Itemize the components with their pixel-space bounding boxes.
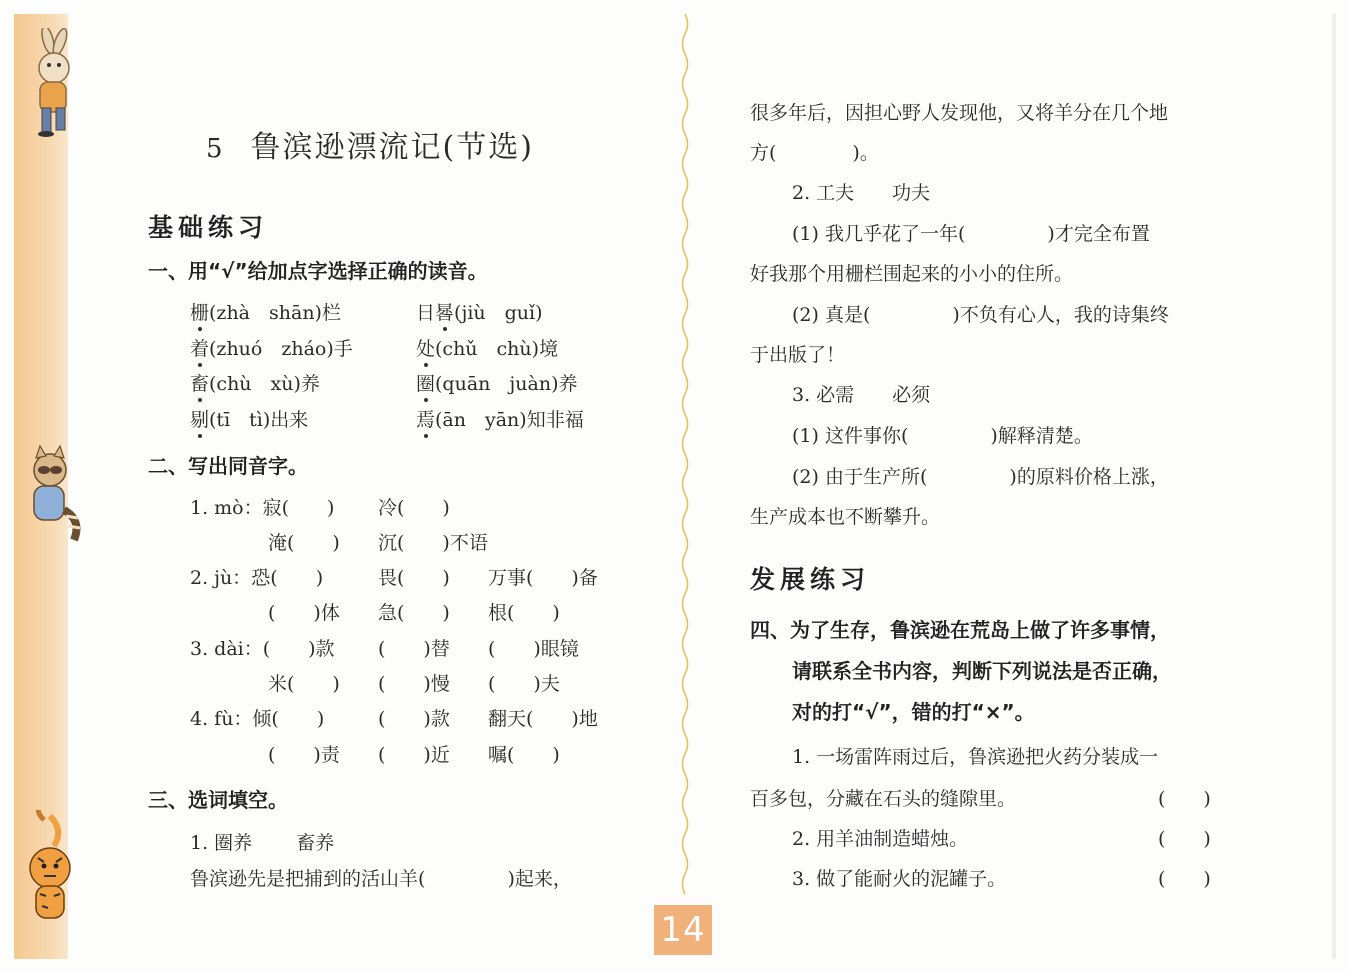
pinyin-item[interactable] xyxy=(190,369,320,396)
pinyin-item[interactable] xyxy=(190,405,308,432)
homophone-cell[interactable]: 急( ) xyxy=(378,602,450,624)
exercise-line[interactable]: (1) 我几乎花了一年( )才完全布置 xyxy=(792,223,1150,245)
word-choice-pair: 1. 圈养 畜养 xyxy=(190,832,335,854)
pinyin-options: (tī tì)出来 xyxy=(209,409,309,431)
dotted-character: 晷 xyxy=(435,298,454,325)
homophone-cell[interactable]: ( )责 xyxy=(268,744,340,766)
homophone-cell[interactable]: 冷( ) xyxy=(378,497,450,519)
homophone-cell[interactable]: ( )夫 xyxy=(488,673,560,695)
question-4-line-2: 请联系全书内容，判断下列说法是否正确， xyxy=(792,659,1172,683)
homophone-cell[interactable]: ( )款 xyxy=(378,708,450,730)
homophone-cell[interactable]: 2. jù：恐( ) xyxy=(190,567,324,589)
pinyin-options: (chù xù)养 xyxy=(209,373,320,395)
exercise-line[interactable]: 方( )。 xyxy=(750,142,879,164)
fill-sentence: 鲁滨逊先是把捕到的活山羊( )起来， xyxy=(190,868,572,890)
page-edge xyxy=(1332,14,1336,959)
homophone-cell[interactable]: 淹( ) xyxy=(268,532,340,554)
homophone-cell[interactable]: 米( ) xyxy=(268,673,340,695)
question-3: 三、选词填空。 xyxy=(148,788,288,812)
raccoon-icon xyxy=(14,440,86,554)
judge-item-2: 2. 用羊油制造蜡烛。 xyxy=(792,828,969,850)
judge-paren-1[interactable]: ( ) xyxy=(1158,788,1211,810)
pinyin-options: (ān yān)知非福 xyxy=(435,409,584,431)
pinyin-options: (quān juàn)养 xyxy=(435,373,578,395)
exercise-line: 好我那个用栅栏围起来的小小的住所。 xyxy=(750,263,1074,285)
homophone-cell[interactable]: ( )眼镜 xyxy=(488,638,579,660)
dotted-character: 处 xyxy=(416,334,435,361)
dotted-character: 剔 xyxy=(190,405,209,432)
tiger-icon xyxy=(14,810,86,934)
page-number: 14 xyxy=(654,905,712,955)
judge-item-3: 3. 做了能耐火的泥罐子。 xyxy=(792,868,1007,890)
pinyin-item[interactable] xyxy=(416,405,584,432)
dotted-character: 着 xyxy=(190,334,209,361)
homophone-cell[interactable]: 沉( )不语 xyxy=(378,532,488,554)
dotted-character: 畜 xyxy=(190,369,209,396)
homophone-cell[interactable]: 4. fù：倾( ) xyxy=(190,708,325,730)
exercise-line: 3. 必需 必须 xyxy=(792,384,931,406)
exercise-line[interactable]: (1) 这件事你( )解释清楚。 xyxy=(792,425,1093,447)
judge-paren-2[interactable]: ( ) xyxy=(1158,828,1211,850)
question-1: 一、用“√”给加点字选择正确的读音。 xyxy=(148,259,488,283)
lesson-title xyxy=(206,122,534,166)
lesson-title-text: 鲁滨逊漂流记(节选) xyxy=(250,130,534,165)
exercise-line[interactable]: (2) 由于生产所( )的原料价格上涨， xyxy=(792,466,1169,488)
section-heading-basic: 基础练习 xyxy=(148,213,269,242)
pinyin-item[interactable] xyxy=(190,334,353,361)
pinyin-item[interactable] xyxy=(416,369,578,396)
exercise-line[interactable]: (2) 真是( )不负有心人，我的诗集终 xyxy=(792,304,1169,326)
pinyin-item[interactable] xyxy=(190,298,341,325)
homophone-cell[interactable]: 3. dài：( )款 xyxy=(190,638,335,660)
question-4-line-3: 对的打“√”，错的打“×”。 xyxy=(792,700,1035,724)
dotted-character: 栅 xyxy=(190,298,209,325)
pinyin-item-prefix: 日 xyxy=(416,302,436,324)
homophone-cell[interactable]: 翻天( )地 xyxy=(488,708,598,730)
judge-item-1a: 1. 一场雷阵雨过后，鲁滨逊把火药分装成一 xyxy=(792,746,1159,768)
dotted-character: 焉 xyxy=(416,405,435,432)
homophone-cell[interactable]: 1. mò：寂( ) xyxy=(190,497,335,519)
homophone-cell[interactable]: ( )慢 xyxy=(378,673,450,695)
section-heading-development: 发展练习 xyxy=(750,565,871,594)
page-gutter-divider xyxy=(678,14,692,894)
dotted-character: 圈 xyxy=(416,369,435,396)
homophone-cell[interactable]: ( )近 xyxy=(378,744,450,766)
homophone-cell[interactable]: 万事( )备 xyxy=(488,567,598,589)
question-2: 二、写出同音字。 xyxy=(148,454,308,478)
homophone-cell[interactable]: 根( ) xyxy=(488,602,560,624)
rabbit-icon xyxy=(14,28,86,142)
pinyin-options: (chǔ chù)境 xyxy=(435,338,559,360)
exercise-line: 生产成本也不断攀升。 xyxy=(750,506,941,528)
lesson-number: 5 xyxy=(206,134,225,164)
homophone-cell[interactable]: 畏( ) xyxy=(378,567,450,589)
exercise-line: 2. 工夫 功夫 xyxy=(792,182,931,204)
pinyin-options: (zhà shān)栏 xyxy=(209,302,341,324)
pinyin-item[interactable] xyxy=(416,298,543,325)
homophone-cell[interactable]: ( )替 xyxy=(378,638,450,660)
pinyin-options: (zhuó zháo)手 xyxy=(209,338,353,360)
exercise-line: 很多年后，因担心野人发现他，又将羊分在几个地 xyxy=(750,102,1169,124)
question-4-line-1: 四、为了生存，鲁滨逊在荒岛上做了许多事情， xyxy=(750,618,1170,642)
judge-paren-3[interactable]: ( ) xyxy=(1158,868,1211,890)
exercise-line: 于出版了！ xyxy=(750,344,846,366)
pinyin-item[interactable] xyxy=(416,334,558,361)
pinyin-options: (jiù guǐ) xyxy=(454,302,543,324)
homophone-cell[interactable]: ( )体 xyxy=(268,602,340,624)
homophone-cell[interactable]: 嘱( ) xyxy=(488,744,560,766)
judge-item-1b: 百多包，分藏在石头的缝隙里。 xyxy=(750,788,1017,810)
